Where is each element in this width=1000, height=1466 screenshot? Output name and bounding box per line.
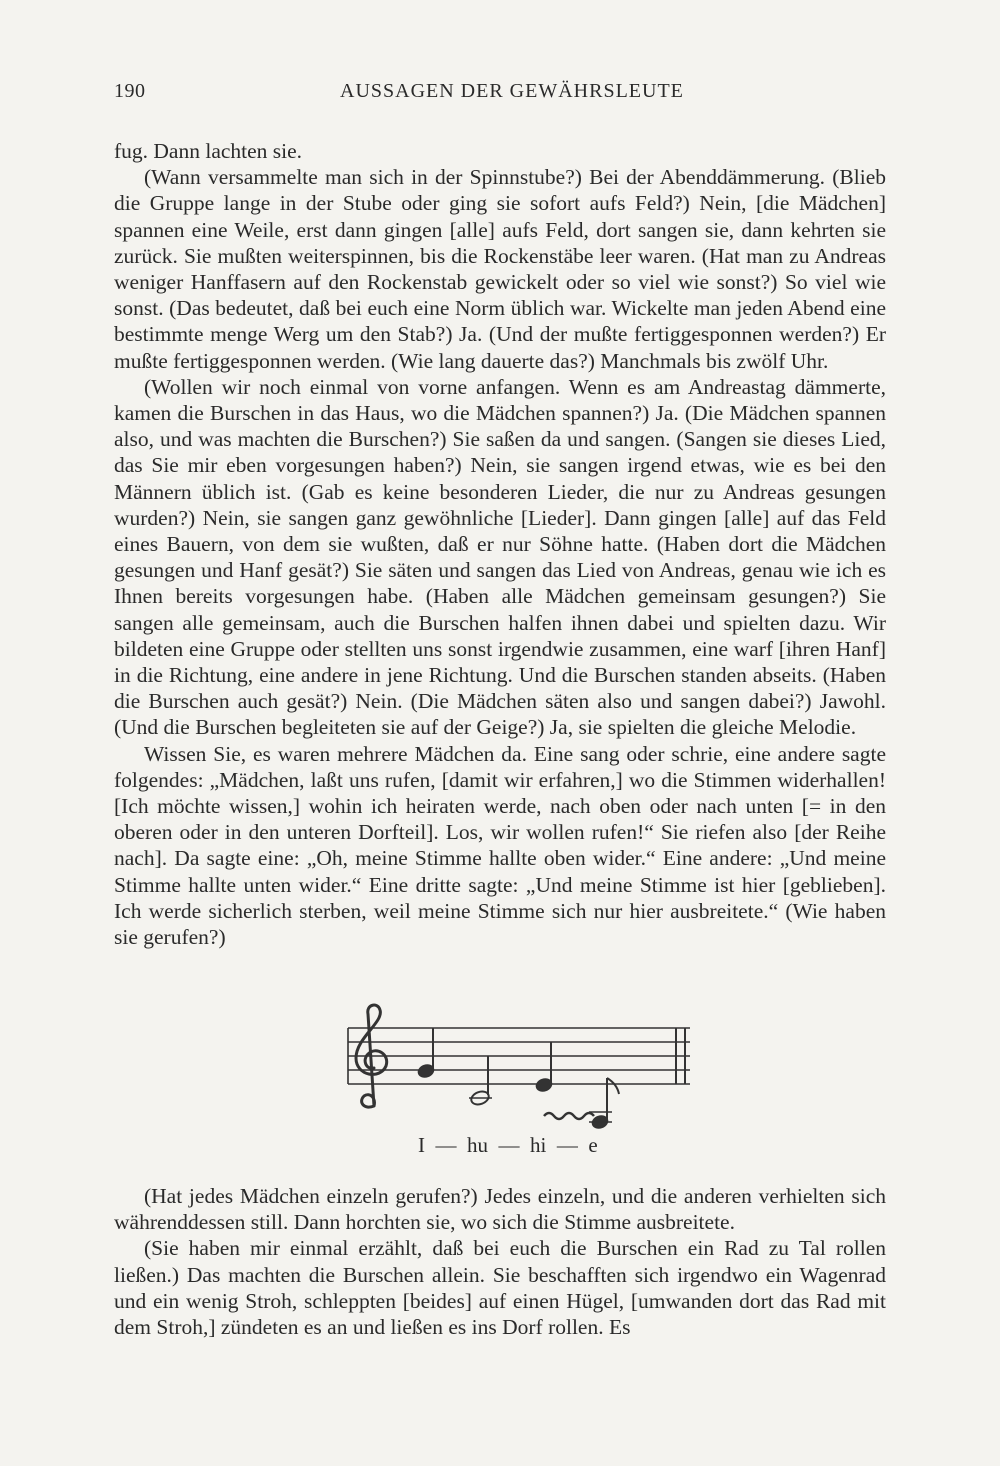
paragraph: (Wann versammelte man sich in der Spinnstube?) Bei der Abenddämmerung. (Blieb die Gruppe lange in der Stube oder ging sie sofort aufs Feld?) Nein, [die Mädchen] spannen eine Weile, erst dann gingen [alle] aufs Feld, dort sangen sie, dann kehrten sie zurück. Sie mußten weiterspinnen, bis die Rockenstäbe leer waren. (Hat man zu Andreas weniger Hanffasern auf den Rockenstab gewickelt oder so viel wie sonst?) So viel wie sonst. (Das bedeutet, daß bei euch eine Norm üblich war. Wickelte man jeden Abend eine bestimmte menge Werg um den Stab?) Ja. (Und der mußte fertiggesponnen werden?) Er mußte fertiggesponnen werden. (Wie lang dauerte das?) Manchmals bis zwölf Uhr. (114, 165, 886, 373)
paragraph: (Hat jedes Mädchen einzeln gerufen?) Jedes einzeln, und die anderen verhielten sich währenddessen still. Dann horchten sie, wo sich die Stimme ausbreitete. (114, 1184, 886, 1235)
paragraph: (Sie haben mir einmal erzählt, daß bei euch die Burschen ein Rad zu Tal rollen ließen.) Das machten die Burschen allein. Sie beschafften sich irgendwo ein Wagenrad und ein wenig Stroh, schleppten [beides] auf einen Hügel, [umwanden dort das Rad mit dem Stroh,] zündeten es an und ließen es ins Dorf rollen. Es (114, 1236, 886, 1340)
running-head: AUSSAGEN DER GEWÄHRSLEUTE (340, 80, 684, 102)
body-text-bottom (114, 1183, 886, 1340)
page-number: 190 (114, 80, 146, 102)
page-header (114, 80, 886, 110)
paragraph: (Wollen wir noch einmal von vorne anfangen. Wenn es am Andreastag dämmerte, kamen die Burschen in das Haus, wo die Mädchen spannen?) Ja. (Die Mädchen spannen also, und was machten die Burschen?) Sie saßen da und sangen. (Sangen sie dieses Lied, das Sie mir eben vorgesungen haben?) Nein, sie sangen irgend etwas, wie es bei den Männern üblich ist. (Gab es keine besonderen Lieder, die nur zu Andreas gesungen wurden?) Nein, sie sangen ganz gewöhnliche [Lieder]. Dann gingen [alle] auf das Feld eines Bauern, von dem sie wußten, daß er nur Söhne hatte. (Haben dort die Mädchen gesungen und Hanf gesät?) Sie säten und sangen das Lied von Andreas, genau wie ich es Ihnen bereits vorgesungen habe. (Haben alle Mädchen gemeinsam gesungen?) Sie sangen alle gemeinsam, auch die Burschen halfen ihnen dabei und spielten dazu. Wir bildeten eine Gruppe oder stellten uns sonst irgendwie zusammen, eine warf [ihren Hanf] in die Richtung, eine andere in jene Richtung. Und die Burschen standen abseits. (Haben die Burschen auch gesät?) Nein. (Die Mädchen säten also und sangen dabei?) Jawohl. (Und die Burschen begleiteten sie auf der Geige?) Ja, sie spielten die gleiche Melodie. (114, 374, 886, 740)
paragraph: fug. Dann lachten sie. (114, 139, 303, 163)
staff (348, 1028, 690, 1084)
note-3 (534, 1042, 553, 1093)
glissando-wave (544, 1113, 594, 1119)
note-1 (416, 1028, 435, 1079)
music-lyrics: I — hu — hi — e (418, 1133, 598, 1157)
note-4-grace (589, 1078, 619, 1130)
body-text-top (114, 138, 886, 950)
paragraph: Wissen Sie, es waren mehrere Mädchen da. Eine sang oder schrie, eine andere sagte folgendes: „Mädchen, laßt uns rufen, [damit wir erfahren,] wo die Stimmen widerhallen! [Ich möchte wissen,] wohin ich heiraten werde, nach oben oder nach unten [= in den oberen oder in den unteren Dorfteil]. Los, wir wollen rufen!“ Sie riefen also [der Reihe nach]. Da sagte eine: „Oh, meine Stimme hallte oben wider.“ Eine andere: „Und meine Stimme hallte unten wider.“ Eine dritte sagte: „Und meine Stimme ist hier [geblieben]. Ich werde sicherlich sterben, weil meine Stimme sich nur hier ausbreitete.“ (Wie haben sie gerufen?) (114, 741, 886, 950)
note-2 (469, 1056, 492, 1107)
